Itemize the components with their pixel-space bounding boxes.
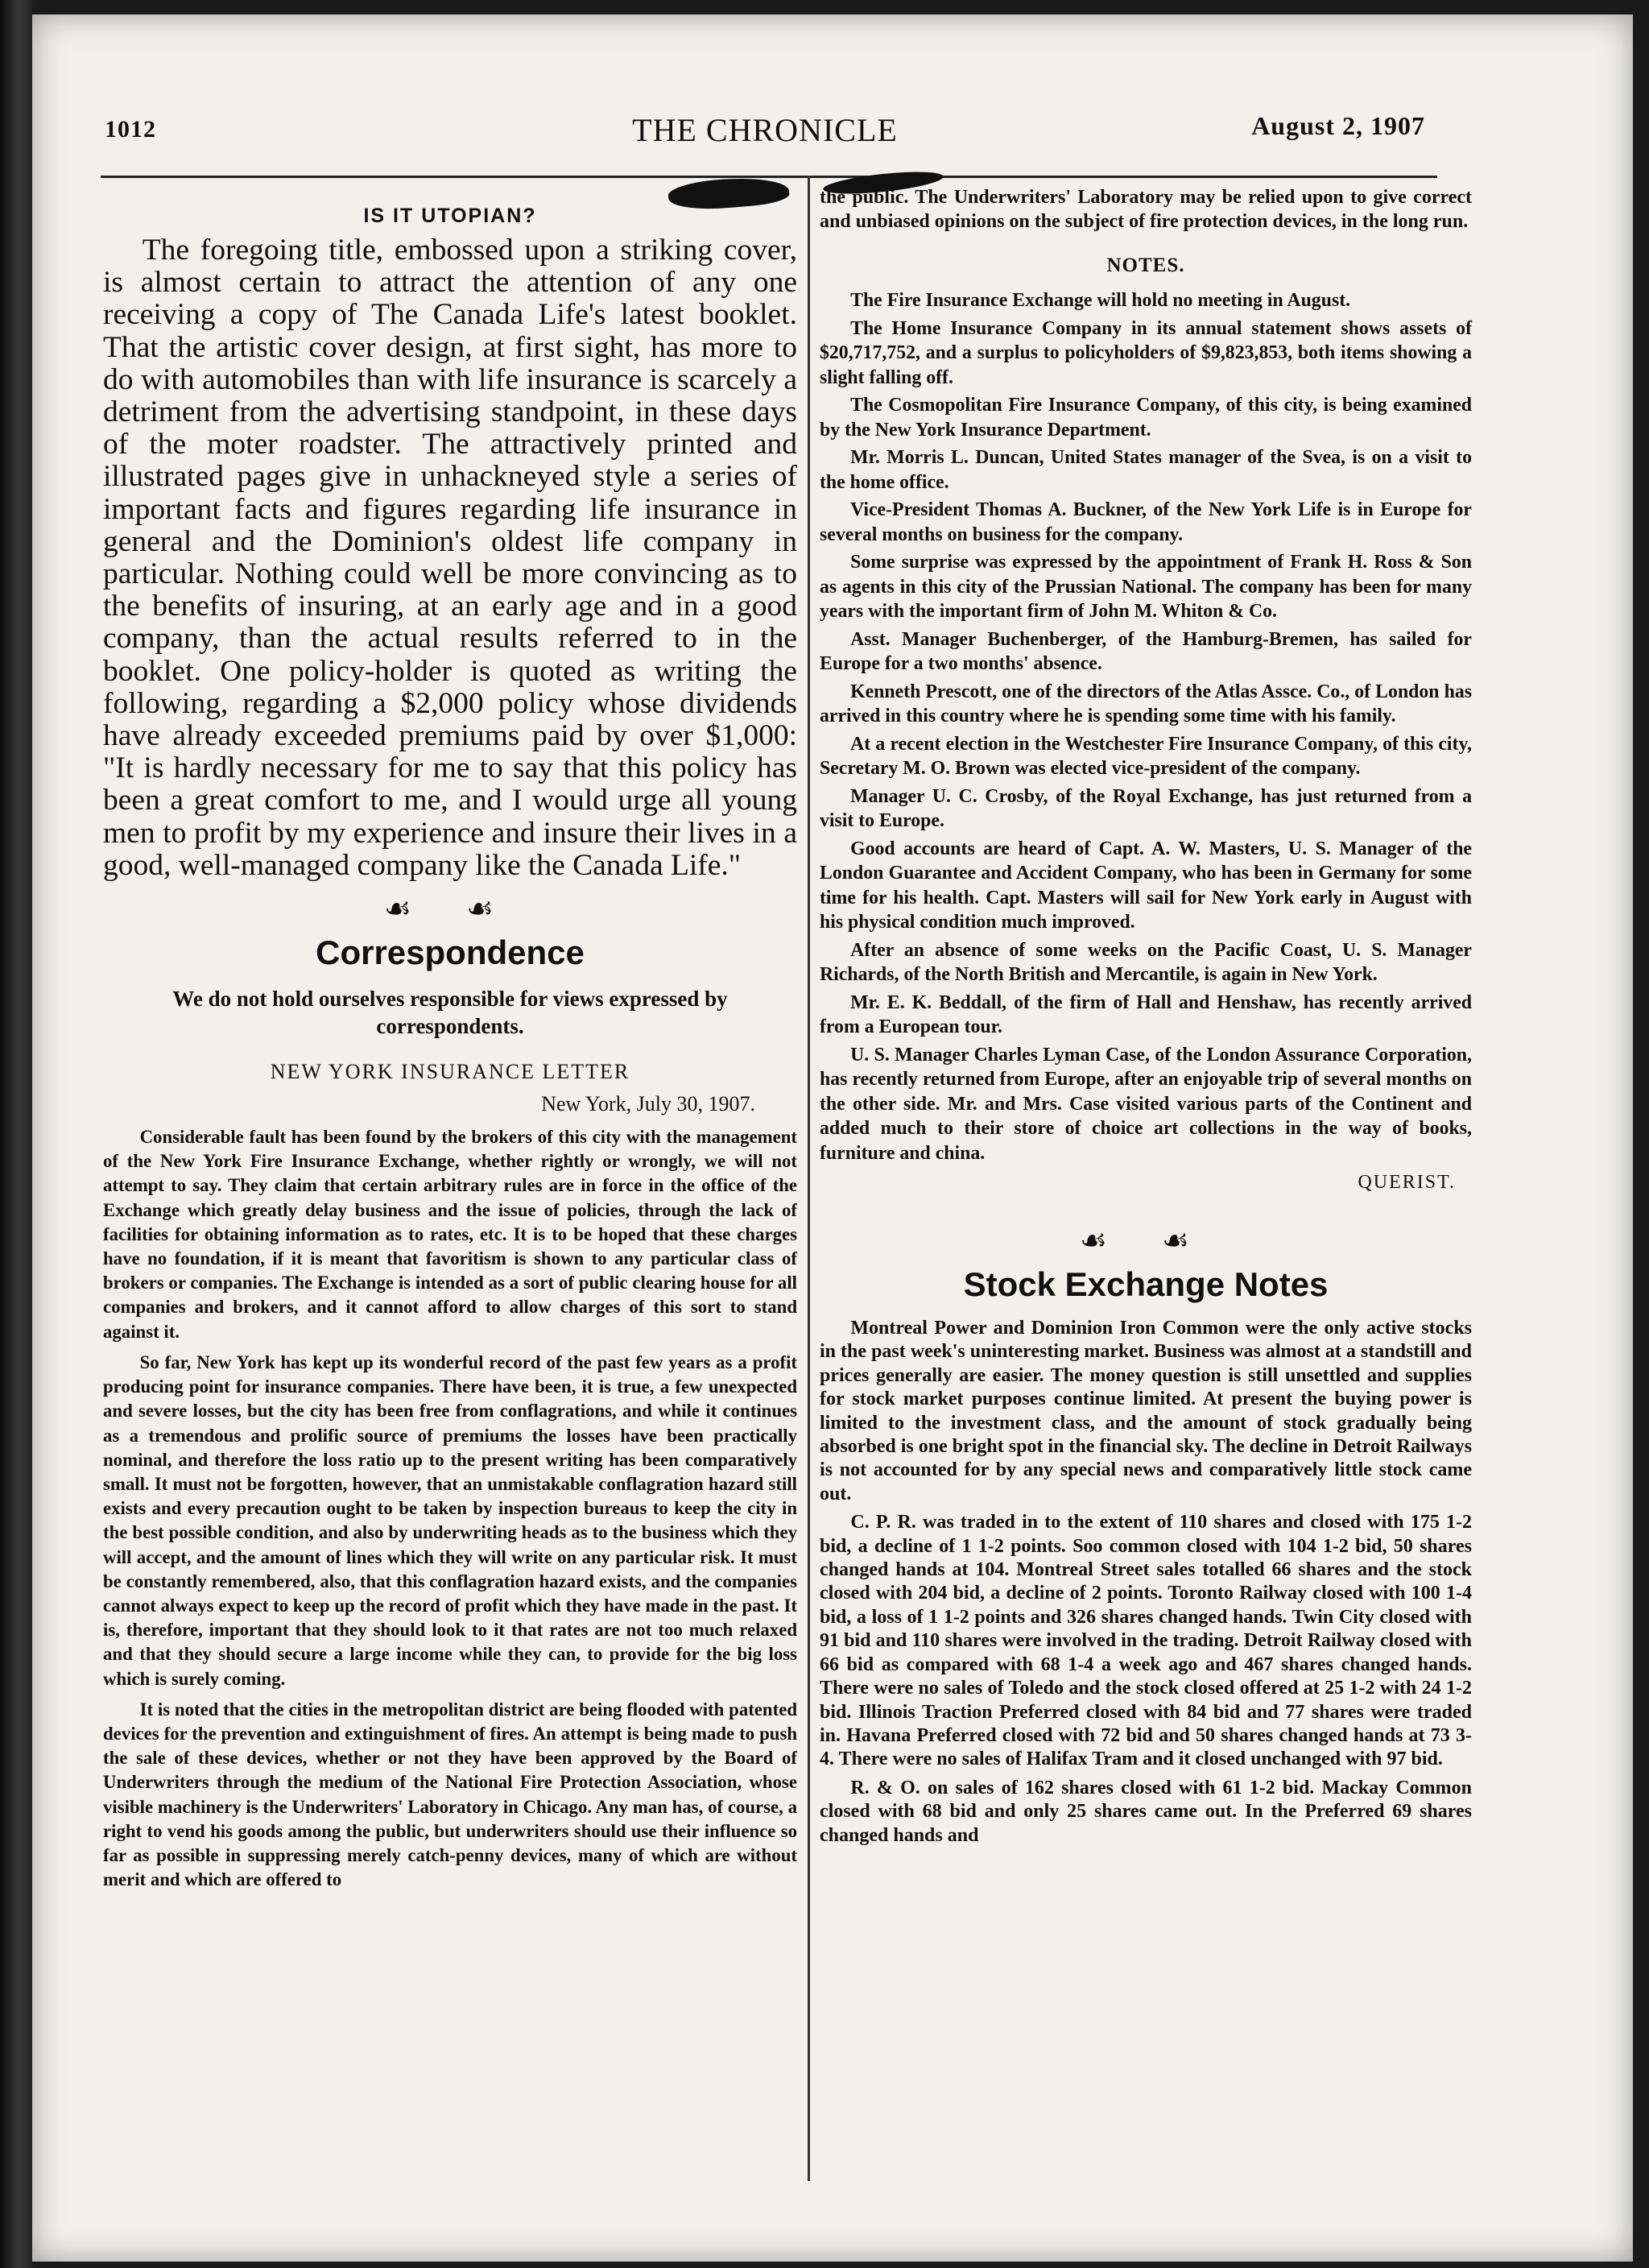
- note-item: Some surprise was expressed by the appointment of Frank H. Ross & Son as agents in this city of the Prussian National. The company has been for many years with the important firm of John M. Whiton & Co.: [820, 552, 1472, 622]
- letter-continuation: the public. The Underwriters' Laboratory may be relied upon to give correct and unbiased opinions on the subject of fire protection devices, in the long run.: [820, 187, 1472, 232]
- stock-exchange-title: Stock Exchange Notes: [963, 1265, 1329, 1303]
- correspondence-title: Correspondence: [316, 933, 585, 972]
- letter-paragraph: Considerable fault has been found by the brokers of this city with the management of the New York Fire Insurance Exchange, whether rightly or wrongly, we will not attempt to say. They claim that certain arbitrary rules are in force in the office of the Exchange which greatly delay business and the issue of policies, through the lack of facilities for obtaining information as to rates, etc. It is to be hoped that these charges have no foundation, if it is meant that favoritism is shown to any particular class of brokers or companies. The Exchange is intended as a sort of public clearing house for all companies and brokers, and it cannot afford to allow charges of this sort to stand against it.: [103, 1127, 797, 1342]
- note-item: Asst. Manager Buchenberger, of the Hamburg-Bremen, has sailed for Europe for a two months' absence.: [820, 628, 1472, 674]
- page-number: 1012: [105, 116, 156, 143]
- correspondence-disclaimer: We do not hold ourselves responsible for views expressed by correspondents.: [172, 987, 728, 1039]
- letter-paragraph: It is noted that the cities in the metropolitan district are being flooded with patented devices for the prevention and extinguishment of fires. An attempt is being made to push the sale of these devices, whether or not they have been approved by the Board of Underwriters through the medium of the National Fire Protection Association, whose visible machinery is the Underwriters' Laboratory in Chicago. Any man has, of course, a right to vend his goods among the public, but underwriters should use their influence so far as possible in suppressing merely catch-penny devices, many of which are without merit and which are offered to: [103, 1699, 797, 1890]
- note-item: Mr. Morris L. Duncan, United States manager of the Svea, is on a visit to the home office.: [820, 447, 1472, 493]
- note-item: Kenneth Prescott, one of the directors of the Atlas Assce. Co., of London has arrived in this country where he is spending some time with his family.: [820, 681, 1472, 726]
- stock-paragraph: C. P. R. was traded in to the extent of 110 shares and closed with 175 1-2 bid, a decline of 1 1-2 points. Soo common closed with 104 1-2 bid, 50 shares changed hands at 104. Montreal Street sales totalled 66 shares and the stock closed with 204 bid, a decline of 2 points. Toronto Railway closed with 100 1-4 bid, a loss of 1 1-2 points and 326 shares changed hands. Twin City closed with 91 bid and 110 shares were involved in the trading. Detroit Railway closed with 66 bid as compared with 68 1-4 a week ago and 467 shares changed hands. There were no sales of Toledo and the stock closed offered at 25 1-2 with 24 1-2 bid. Illinois Traction Preferred closed with 84 bid and 77 shares were traded in. Havana Preferred closed with 72 bid and 50 shares changed hands at 73 3-4. There were no sales of Halifax Tram and it closed unchanged with 97 bid.: [820, 1512, 1472, 1770]
- note-item: Good accounts are heard of Capt. A. W. Masters, U. S. Manager of the London Guarantee and Accident Company, who has been in Germany for some time for his health. Capt. Masters will sail for New York early in August with his physical condition much improved.: [820, 838, 1472, 933]
- utopian-article: The foregoing title, embossed upon a striking cover, is almost certain to attract the attention of any one receiving a copy of The Canada Life's latest booklet. That the artistic cover design, at first sight, has more to do with automobiles than with life insurance is scarcely a detriment from the advertising standpoint, in these days of the moter roadster. The attractively printed and illustrated pages give in unhackneyed style a series of important facts and figures regarding life insurance in general and the Dominion's oldest life company in particular. Nothing could well be more convincing as to the benefits of insuring, at an early age and in a good company, than the actual results referred to in the booklet. One policy-holder is quoted as writing the following, regarding a $2,000 policy whose dividends have already exceeded premiums paid by over $1,000: "It is hardly necessary for me to say that this policy has been a great comfort to me, and I would urge all young men to profit by my experience and insure their lives in a good, well-managed company like the Canada Life.": [103, 234, 797, 882]
- utopian-heading: IS IT UTOPIAN?: [363, 205, 537, 227]
- fleuron-ornament: ☙ ☙: [383, 891, 517, 927]
- letter-dateline: New York, July 30, 1907.: [541, 1092, 755, 1116]
- note-item: Mr. E. K. Beddall, of the firm of Hall and Henshaw, has recently arrived from a European tour.: [820, 991, 1472, 1037]
- journal-title: THE CHRONICLE: [632, 112, 898, 148]
- note-item: Manager U. C. Crosby, of the Royal Exchange, has just returned from a visit to Europe.: [820, 785, 1472, 831]
- stock-paragraph: Montreal Power and Dominion Iron Common were the only active stocks in the past week's uninteresting market. Business was almost at a standstill and prices generally are easier. The money question is still unsettled and supplies for stock market purposes continue limited. At present the buying power is limited to the investment class, and the amount of stock gradually being absorbed is one bright spot in the financial sky. The decline in Detroit Railways is not accounted for by any special news and comparatively little stock came out.: [820, 1318, 1472, 1504]
- binding-shadow: [0, 0, 32, 2268]
- querist-signature: QUERIST.: [1358, 1172, 1456, 1193]
- stock-paragraph: R. & O. on sales of 162 shares closed with 61 1-2 bid. Mackay Common closed with 68 bid and only 25 shares came out. In the Preferred 69 shares changed hands and: [820, 1777, 1472, 1846]
- note-item: Vice-President Thomas A. Buckner, of the New York Life is in Europe for several months on business for the company.: [820, 499, 1472, 545]
- letter-title: NEW YORK INSURANCE LETTER: [270, 1060, 630, 1084]
- note-item: The Cosmopolitan Fire Insurance Company, of this city, is being examined by the New York Insurance Department.: [820, 395, 1472, 441]
- letter-paragraph: So far, New York has kept up its wonderful record of the past few years as a profit producing point for insurance companies. There have been, it is true, a few unexpected and severe losses, but the city has been free from conflagrations, and while it continues as a tremendous and prolific source of premiums the losses have been practically nominal, and therefore the loss ratio up to the present writing has been comparatively small. It must not be forgotten, however, that an unmistakable conflagration hazard still exists and every precaution ought to be taken by inspection bureaus to keep the city in the best possible condition, and also by underwriting heads as to the business which they will accept, and the amount of lines which they will write on any particular risk. It must be constantly remembered, also, that this conflagration hazard exists, and the companies cannot always expect to keep up the record of profit which they have made in the past. It is, therefore, important that they should look to it that rates are not too much relaxed and that they should secure a large income while they can, to provide for the big loss which is surely coming.: [103, 1351, 797, 1689]
- note-item: After an absence of some weeks on the Pacific Coast, U. S. Manager Richards, of the North British and Mercantile, is again in New York.: [820, 939, 1472, 985]
- notes-heading: NOTES.: [1106, 255, 1185, 276]
- right-column: [820, 176, 1472, 1852]
- note-item: At a recent election in the Westchester Fire Insurance Company, of this city, Secretary M. O. Brown was elected vice-president of the company.: [820, 733, 1472, 779]
- left-column: [103, 185, 797, 1892]
- fleuron-ornament: ☙ ☙: [1079, 1223, 1213, 1258]
- note-item: U. S. Manager Charles Lyman Case, of the London Assurance Corporation, has recently returned from Europe, after an enjoyable trip of several months on the other side. Mr. and Mrs. Case visited various parts of the Continent and added much to their store of choice art collections in the way of books, furniture and china.: [820, 1044, 1472, 1164]
- column-divider: [808, 176, 810, 2181]
- note-item: The Fire Insurance Exchange will hold no meeting in August.: [850, 290, 1351, 311]
- note-item: The Home Insurance Company in its annual statement shows assets of $20,717,752, and a surplus to policyholders of $9,823,853, both items showing a slight falling off.: [820, 317, 1472, 388]
- page-header: [105, 111, 1425, 151]
- issue-date: August 2, 1907: [1251, 111, 1425, 140]
